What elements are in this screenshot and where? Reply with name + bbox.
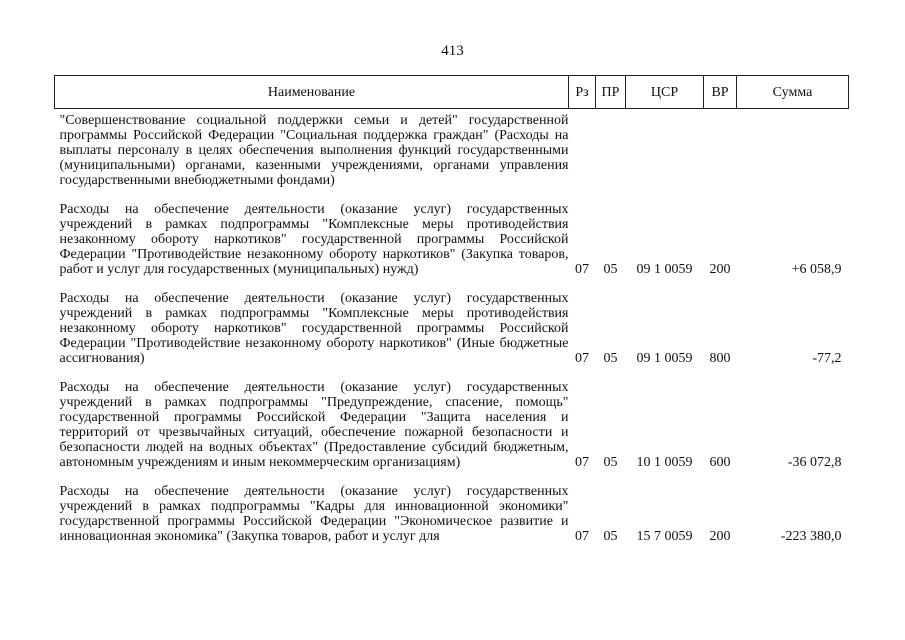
continuation-text: "Совершенствование социальной поддержки семьи и детей" государственной программы Российской Федерации "Социальная поддержка граждан" (Расходы на выплаты персоналу в целях обеспечения выполнения функций государственными (муниципальными) органами, казенными учреждениями, органами управления государственными внебюджетными фондами)	[59, 113, 569, 188]
row-rz: 07	[575, 455, 589, 470]
row-sum: -36 072,8	[787, 455, 842, 470]
row-pr: 05	[603, 455, 618, 470]
row-csr: 09 1 0059	[636, 351, 693, 366]
table-header	[55, 76, 849, 109]
row-pr: 05	[603, 262, 618, 277]
row-name: Расходы на обеспечение деятельности (оказание услуг) государственных учреждений в рамках подпрограммы "Предупреждение, спасение, помощь" государственной программы Российской Федерации "Защита населения и территорий от чрезвычайных ситуаций, обеспечение пожарной безопасности и безопасности людей на водных объектах" (Предоставление субсидий бюджетным, автономным учреждениям и иным некоммерческим организациям)	[59, 380, 569, 470]
row-vr: 800	[709, 351, 731, 366]
header-pr: ПР	[596, 76, 626, 109]
table-row-continuation	[55, 109, 849, 203]
row-sum: -223 380,0	[780, 529, 842, 544]
row-sum: -77,2	[812, 351, 842, 366]
header-sum: Сумма	[737, 76, 849, 109]
row-vr: 200	[709, 529, 731, 544]
row-name: Расходы на обеспечение деятельности (оказание услуг) государственных учреждений в рамках подпрограммы "Кадры для инновационной экономики" государственной программы Российской Федерации "Экономическое развитие и инновационная экономика" (Закупка товаров, работ и услуг для	[59, 484, 569, 544]
row-pr: 05	[603, 529, 618, 544]
row-name: Расходы на обеспечение деятельности (оказание услуг) государственных учреждений в рамках подпрограммы "Комплексные меры противодействия незаконному обороту наркотиков" государственной программы Российской Федерации "Противодействие незаконному обороту наркотиков" (Закупка товаров, работ и услуг для государственных (муниципальных) нужд)	[59, 202, 569, 277]
page-number: 413	[441, 43, 464, 59]
table-row	[55, 291, 849, 380]
row-rz: 07	[575, 529, 589, 544]
header-name: Наименование	[55, 76, 569, 109]
row-name: Расходы на обеспечение деятельности (оказание услуг) государственных учреждений в рамках подпрограммы "Комплексные меры противодействия незаконному обороту наркотиков" государственной программы Российской Федерации "Противодействие незаконному обороту наркотиков" (Иные бюджетные ассигнования)	[59, 291, 569, 366]
row-pr: 05	[603, 351, 618, 366]
row-rz: 07	[575, 351, 589, 366]
row-rz: 07	[575, 262, 589, 277]
table-row	[55, 484, 849, 547]
header-rz: Рз	[569, 76, 596, 109]
header-csr: ЦСР	[626, 76, 704, 109]
row-csr: 09 1 0059	[636, 262, 693, 277]
row-sum: +6 058,9	[791, 262, 842, 277]
budget-table	[54, 75, 849, 547]
header-vr: ВР	[704, 76, 737, 109]
table-row	[55, 380, 849, 484]
row-csr: 10 1 0059	[636, 455, 693, 470]
table-row	[55, 202, 849, 291]
row-vr: 600	[709, 455, 731, 470]
row-vr: 200	[709, 262, 731, 277]
row-csr: 15 7 0059	[636, 529, 693, 544]
